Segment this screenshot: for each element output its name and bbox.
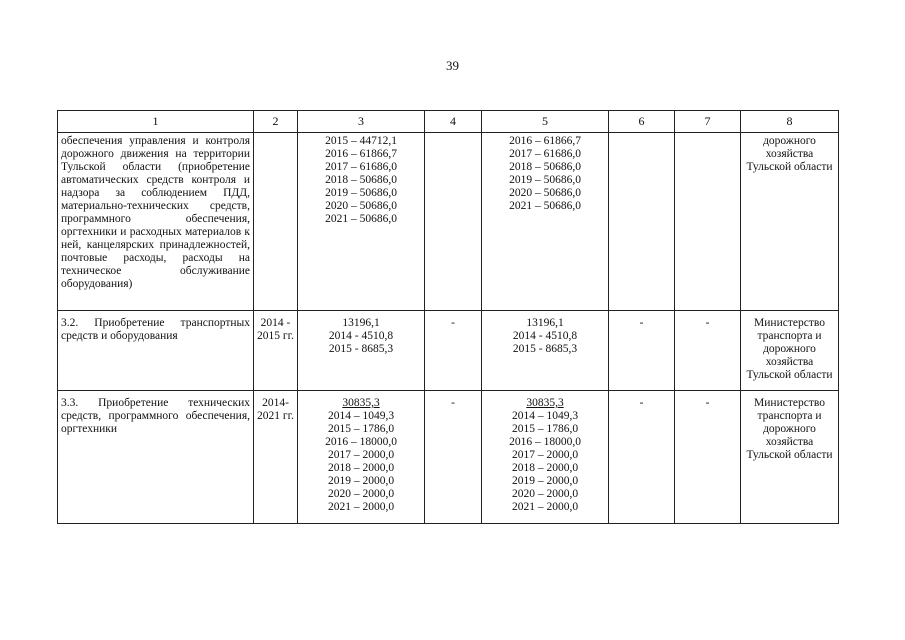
period-cell: 2014-2021 гг. [254, 391, 298, 524]
funding-line: 2014 - 4510,8 [512, 330, 578, 342]
regional-budget-cell [482, 133, 609, 311]
header-cell: 7 [675, 111, 741, 133]
regional-budget-cell [482, 391, 609, 524]
funding-line: 2021 – 2000,0 [511, 501, 579, 513]
table-row [58, 133, 839, 311]
page-number: 39 [446, 58, 459, 73]
funding-line: 2015 - 8685,3 [512, 343, 578, 355]
funding-line: 2019 – 2000,0 [511, 475, 579, 487]
funding-line: 2017 – 2000,0 [511, 449, 579, 461]
header-cell: 5 [482, 111, 609, 133]
program-table [57, 110, 839, 524]
activity-description: 3.2. Приобретение транспортных средств и оборудования [58, 311, 254, 391]
funding-line: 2015 – 44712,1 [325, 135, 397, 147]
funding-total: 30835,3 [342, 397, 380, 409]
funding-line: 2014 – 1049,3 [327, 410, 395, 422]
header-cell: 8 [741, 111, 839, 133]
table-row [58, 391, 839, 524]
funding-line: 2020 – 2000,0 [511, 488, 579, 500]
table-row [58, 311, 839, 391]
total-funding-cell [298, 133, 425, 311]
funding-line: 2015 – 1786,0 [327, 423, 395, 435]
funding-line: 2018 – 50686,0 [509, 161, 581, 173]
other-sources-cell [675, 133, 741, 311]
other-sources-cell: - [675, 311, 741, 391]
other-sources-cell: - [675, 391, 741, 524]
funding-line: 2017 – 61686,0 [509, 148, 581, 160]
total-funding-cell [298, 391, 425, 524]
funding-total: 13196,1 [526, 317, 564, 329]
responsible-executor: дорожного хозяйства Тульской области [741, 133, 839, 311]
funding-line: 2016 – 61866,7 [509, 135, 581, 147]
local-budget-cell: - [609, 311, 675, 391]
federal-budget-cell [425, 133, 482, 311]
activity-description: обеспечения управления и контроля дорожного движения на территории Тульской области (приобретение автоматических средств контроля и надзора за соблюдением ПДД, материально-технических средств, программного обеспечения, оргтехники и расходных материалов к ней, канцелярских принадлежностей, почтовые расходы, расходы на техническое обслуживание оборудования) [58, 133, 254, 311]
funding-line: 2021 – 50686,0 [325, 213, 397, 225]
funding-line: 2015 – 1786,0 [511, 423, 579, 435]
funding-line: 2016 – 61866,7 [325, 148, 397, 160]
funding-line: 2020 – 2000,0 [327, 488, 395, 500]
funding-line: 2018 – 2000,0 [327, 462, 395, 474]
activity-description: 3.3. Приобретение технических средств, программного обеспечения, оргтехники [58, 391, 254, 524]
responsible-executor: Министерство транспорта и дорожного хозяйства Тульской области [741, 311, 839, 391]
funding-line: 2019 – 50686,0 [509, 174, 581, 186]
funding-line: 2018 – 50686,0 [325, 174, 397, 186]
header-cell: 4 [425, 111, 482, 133]
header-cell: 2 [254, 111, 298, 133]
federal-budget-cell: - [425, 391, 482, 524]
total-funding-cell [298, 311, 425, 391]
funding-line: 2016 – 18000,0 [509, 436, 581, 448]
funding-line: 2019 – 50686,0 [325, 187, 397, 199]
table-header-row [58, 111, 839, 133]
period-cell: 2014 - 2015 гг. [254, 311, 298, 391]
funding-line: 2016 – 18000,0 [325, 436, 397, 448]
funding-line: 2015 - 8685,3 [328, 343, 394, 355]
responsible-executor: Министерство транспорта и дорожного хозяйства Тульской области [741, 391, 839, 524]
local-budget-cell: - [609, 391, 675, 524]
funding-line: 2018 – 2000,0 [511, 462, 579, 474]
funding-line: 2017 – 61686,0 [325, 161, 397, 173]
funding-line: 2020 – 50686,0 [509, 187, 581, 199]
funding-line: 2019 – 2000,0 [327, 475, 395, 487]
funding-line: 2014 - 4510,8 [328, 330, 394, 342]
header-cell: 6 [609, 111, 675, 133]
header-cell: 3 [298, 111, 425, 133]
regional-budget-cell [482, 311, 609, 391]
federal-budget-cell: - [425, 311, 482, 391]
period-cell [254, 133, 298, 311]
header-cell: 1 [58, 111, 254, 133]
funding-line: 2017 – 2000,0 [327, 449, 395, 461]
funding-total: 13196,1 [342, 317, 380, 329]
local-budget-cell [609, 133, 675, 311]
funding-total: 30835,3 [526, 397, 564, 409]
funding-line: 2020 – 50686,0 [325, 200, 397, 212]
funding-line: 2014 – 1049,3 [511, 410, 579, 422]
funding-line: 2021 – 50686,0 [509, 200, 581, 212]
funding-line: 2021 – 2000,0 [327, 501, 395, 513]
